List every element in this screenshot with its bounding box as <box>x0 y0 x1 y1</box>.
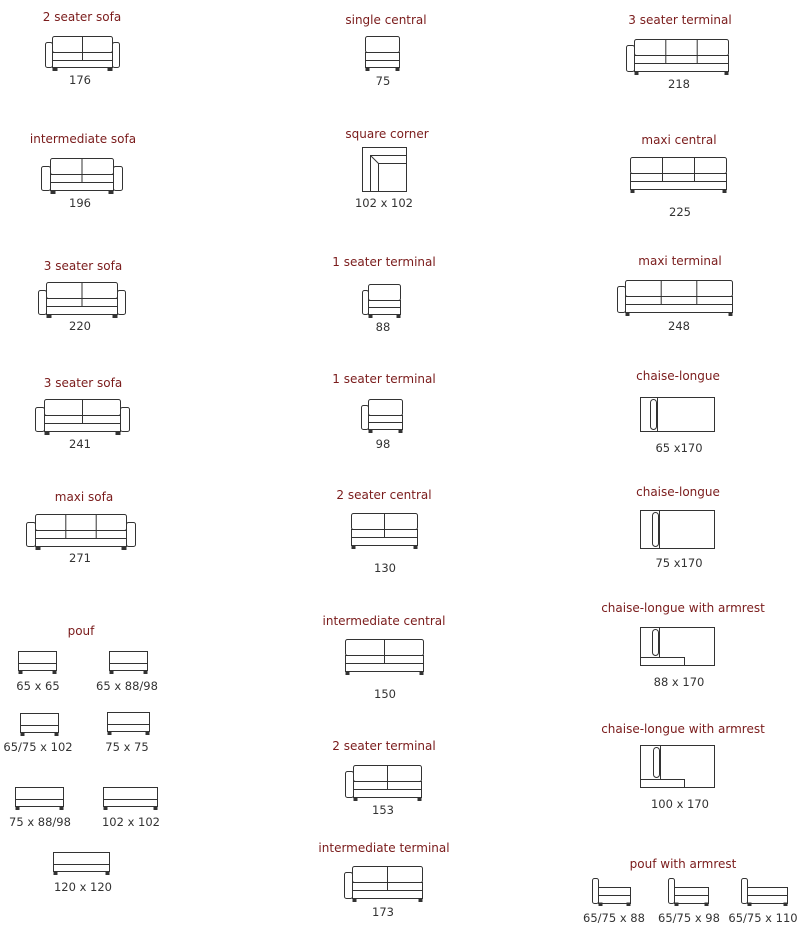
item-title: intermediate sofa <box>29 132 137 146</box>
sofa-2-seater-drawing <box>45 36 120 72</box>
single-central-drawing <box>365 36 401 72</box>
item-dimension: 173 <box>372 905 394 919</box>
maxi-terminal-drawing <box>617 280 735 316</box>
item-dimension: 176 <box>69 73 91 87</box>
item-title: square corner <box>345 127 429 141</box>
pouf-drawing <box>18 651 58 675</box>
square-corner-drawing <box>362 147 408 193</box>
pouf-armrest-dimension: 65/75 x 88 <box>583 911 645 925</box>
item-title: intermediate terminal <box>318 841 450 855</box>
item-dimension: 88 <box>375 320 391 334</box>
1-seater-terminal-98-drawing <box>361 399 405 433</box>
pouf-drawing <box>15 787 65 811</box>
pouf-armrest-drawing <box>668 878 710 906</box>
pouf-dimension: 75 x 88/98 <box>9 815 71 829</box>
item-dimension: 130 <box>374 561 396 575</box>
item-dimension: 65 x170 <box>655 441 703 455</box>
item-dimension: 75 x170 <box>655 556 703 570</box>
item-title: 1 seater terminal <box>332 255 436 269</box>
pouf-drawing <box>107 712 151 736</box>
item-dimension: 98 <box>375 437 391 451</box>
intermediate-terminal-drawing <box>344 866 424 902</box>
pouf-dimension: 120 x 120 <box>53 880 113 894</box>
item-title: maxi sofa <box>54 490 114 504</box>
item-dimension: 88 x 170 <box>653 675 705 689</box>
pouf-dimension: 65 x 65 <box>16 679 60 693</box>
sofa-3-seater-241-drawing <box>35 399 130 435</box>
item-title: 2 seater terminal <box>332 739 436 753</box>
pouf-dimension: 65 x 88/98 <box>96 679 158 693</box>
intermediate-central-drawing <box>345 639 425 675</box>
item-title: chaise-longue <box>636 485 720 499</box>
pouf-dimension: 75 x 75 <box>105 740 149 754</box>
pouf-title: pouf <box>67 624 95 638</box>
pouf-armrest-title: pouf with armrest <box>629 857 737 871</box>
item-dimension: 153 <box>372 803 394 817</box>
item-title: single central <box>345 13 427 27</box>
chaise-longue-armrest-88-drawing <box>640 627 716 667</box>
item-title: 3 seater terminal <box>628 13 732 27</box>
pouf-dimension: 65/75 x 102 <box>3 740 73 754</box>
item-dimension: 196 <box>69 196 91 210</box>
pouf-dimension: 102 x 102 <box>101 815 161 829</box>
item-title: maxi terminal <box>638 254 722 268</box>
item-dimension: 102 x 102 <box>354 196 414 210</box>
item-dimension: 241 <box>69 437 91 451</box>
pouf-drawing <box>53 852 111 876</box>
3-seater-terminal-drawing <box>626 39 730 75</box>
sofa-maxi-drawing <box>26 514 136 550</box>
pouf-drawing <box>20 713 60 737</box>
item-title: 1 seater terminal <box>332 372 436 386</box>
maxi-central-drawing <box>630 157 728 193</box>
item-title: 3 seater sofa <box>43 376 123 390</box>
pouf-drawing <box>109 651 149 675</box>
pouf-armrest-drawing <box>592 878 632 906</box>
1-seater-terminal-88-drawing <box>362 284 404 318</box>
item-title: 3 seater sofa <box>43 259 123 273</box>
pouf-armrest-dimension: 65/75 x 98 <box>658 911 720 925</box>
chaise-longue-65-drawing <box>640 397 716 433</box>
pouf-armrest-drawing <box>741 878 789 906</box>
item-title: chaise-longue with armrest <box>601 601 765 615</box>
chaise-longue-75-drawing <box>640 510 716 550</box>
chaise-longue-armrest-100-drawing <box>640 745 716 789</box>
item-title: maxi central <box>641 133 717 147</box>
pouf-armrest-dimension: 65/75 x 110 <box>728 911 798 925</box>
sofa-intermediate-drawing <box>41 158 123 194</box>
item-dimension: 248 <box>668 319 690 333</box>
item-dimension: 271 <box>69 551 91 565</box>
pouf-drawing <box>103 787 159 811</box>
2-seater-terminal-drawing <box>345 765 423 801</box>
sofa-3-seater-220-drawing <box>38 282 126 318</box>
item-dimension: 100 x 170 <box>650 797 710 811</box>
item-dimension: 75 <box>375 74 391 88</box>
item-dimension: 150 <box>374 687 396 701</box>
item-dimension: 218 <box>668 77 690 91</box>
2-seater-central-drawing <box>351 513 419 549</box>
item-title: 2 seater central <box>336 488 432 502</box>
item-title: chaise-longue <box>636 369 720 383</box>
item-dimension: 220 <box>69 319 91 333</box>
item-dimension: 225 <box>669 205 691 219</box>
item-title: 2 seater sofa <box>42 10 122 24</box>
item-title: chaise-longue with armrest <box>601 722 765 736</box>
item-title: intermediate central <box>322 614 446 628</box>
